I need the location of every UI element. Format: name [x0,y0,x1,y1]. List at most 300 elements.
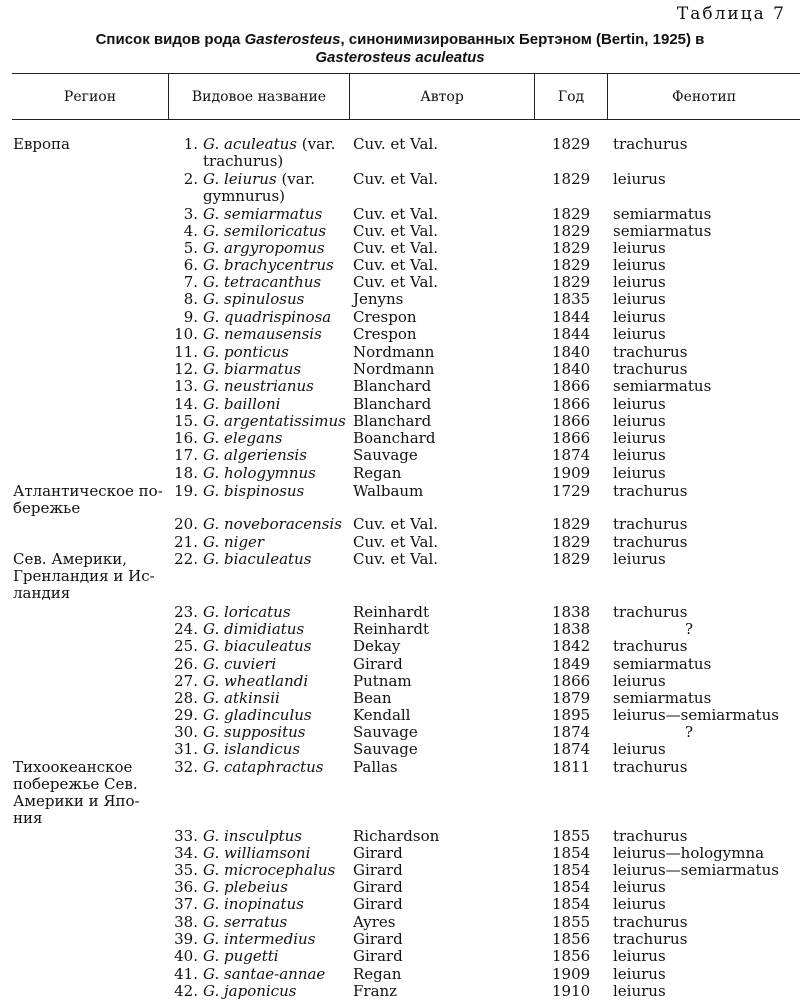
genus-abbrev: G. [203,878,220,896]
year-cell: 1854 [552,844,591,862]
region-label-line: Тихоокеанское [13,758,133,776]
row-number: 36. [174,878,198,896]
species-name [203,206,322,223]
species-epithet: pugetti [224,947,279,965]
species-epithet: cataphractus [224,758,324,776]
species-epithet: semiarmatus [224,205,323,223]
author-cell: Cuv. et Val. [353,170,439,188]
phenotype-cell: trachurus [613,758,688,776]
genus-abbrev: G. [203,930,220,948]
row-number: 18. [174,464,198,482]
phenotype-cell: semiarmatus [613,689,712,707]
phenotype-cell: trachurus [613,930,688,948]
title-line-1 [0,31,800,49]
genus-abbrev: G. [203,429,220,447]
title-text: Список видов рода [95,31,245,48]
table-row [0,326,800,343]
author-cell: Sauvage [353,740,418,758]
genus-abbrev: G. [203,620,220,638]
species-name-continuation: trachurus) [203,152,284,170]
year-cell: 1811 [552,758,591,776]
species-epithet: leiurus [224,170,277,188]
species-name [203,862,335,879]
year-cell: 1909 [552,965,591,983]
row-number: 4. [183,222,198,240]
genus-abbrev: G. [203,913,220,931]
year-cell: 1829 [552,170,591,188]
table-row [0,966,800,983]
region-label-line: Европа [13,135,70,153]
author-cell: Putnam [353,672,412,690]
genus-abbrev: G. [203,446,220,464]
species-name [203,465,316,482]
row-number: 32. [174,758,198,776]
author-cell: Crespon [353,308,417,326]
species-name [203,948,279,965]
column-header-author: Автор [420,89,464,105]
row-number: 19. [174,482,198,500]
row-number: 17. [174,446,198,464]
year-cell: 1909 [552,464,591,482]
species-epithet: biaculeatus [224,637,312,655]
species-name [203,274,321,291]
row-number: 35. [174,861,198,879]
table-row [0,759,800,776]
genus-abbrev: G. [203,412,220,430]
author-cell: Pallas [353,758,398,776]
row-number: 7. [183,273,198,291]
species-epithet: ponticus [224,343,289,361]
author-cell: Cuv. et Val. [353,205,439,223]
year-cell: 1838 [552,620,591,638]
genus-abbrev: G. [203,672,220,690]
year-cell: 1829 [552,135,591,153]
phenotype-cell: leiurus [613,895,666,913]
year-cell: 1866 [552,429,591,447]
author-cell: Richardson [353,827,440,845]
species-epithet: suppositus [224,723,306,741]
author-cell: Jenyns [353,290,404,308]
table-row [0,291,800,308]
author-cell: Nordmann [353,343,435,361]
row-number: 41. [174,965,198,983]
header-bottom-rule [12,119,800,120]
author-cell: Cuv. et Val. [353,135,439,153]
year-cell: 1854 [552,861,591,879]
phenotype-cell: trachurus [613,827,688,845]
author-cell: Reinhardt [353,603,430,621]
species-name [203,413,346,430]
table-row [0,673,800,690]
genus-abbrev: G. [203,360,220,378]
phenotype-cell: leiurus [613,256,666,274]
row-number: 39. [174,930,198,948]
species-name [203,724,305,741]
table-row [0,430,800,447]
year-cell: 1842 [552,637,591,655]
table-row [0,690,800,707]
row-number: 8. [183,290,198,308]
author-cell: Regan [353,464,402,482]
table-row [0,724,800,741]
table-row [0,223,800,240]
phenotype-cell: leiurus [613,395,666,413]
year-cell: 1855 [552,913,591,931]
species-name [203,378,314,395]
phenotype-cell: leiurus—hologymna [613,844,765,862]
table-row [0,621,800,638]
region-label-line: Атлантическое по- [13,482,163,500]
species-name [203,326,322,343]
row-number: 16. [174,429,198,447]
year-cell: 1849 [552,655,591,673]
table-row [0,447,800,464]
species-name [203,914,287,931]
year-cell: 1856 [552,930,591,948]
year-cell: 1866 [552,672,591,690]
table-row [0,948,800,965]
genus-abbrev: G. [203,482,220,500]
table-row [0,551,800,568]
year-cell: 1855 [552,827,591,845]
phenotype-cell: trachurus [613,913,688,931]
genus-abbrev: G. [203,395,220,413]
genus-abbrev: G. [203,740,220,758]
table-top-rule [12,73,800,74]
species-name [203,171,315,188]
row-number: 9. [183,308,198,326]
region-label-line: ландия [13,584,71,602]
species-epithet: neustrianus [224,377,314,395]
row-number: 33. [174,827,198,845]
year-cell: 1840 [552,343,591,361]
table-row [0,136,800,153]
species-epithet: biaculeatus [224,550,312,568]
phenotype-cell: leiurus [613,273,666,291]
table-title [0,31,800,67]
phenotype-cell: semiarmatus [613,377,712,395]
phenotype-cell: leiurus [613,947,666,965]
species-epithet: argyropomus [224,239,325,257]
species-epithet: elegans [224,429,283,447]
title-text-2: , синонимизированных Бертэном (Bertin, 1925) в [340,31,705,48]
year-cell: 1844 [552,308,591,326]
species-variety-note: (var. [276,170,315,188]
species-name [203,257,334,274]
genus-abbrev: G. [203,689,220,707]
phenotype-cell: leiurus—semiarmatus [613,861,779,879]
genus-abbrev: G. [203,290,220,308]
phenotype-cell: trachurus [613,603,688,621]
phenotype-cell: leiurus [613,429,666,447]
year-cell: 1844 [552,325,591,343]
table-row [0,638,800,655]
title-species: Gasterosteus aculeatus [315,49,485,66]
row-number: 12. [174,360,198,378]
table-row [0,845,800,862]
row-number: 25. [174,637,198,655]
genus-abbrev: G. [203,637,220,655]
species-epithet: dimidiatus [224,620,305,638]
species-epithet: insculptus [224,827,303,845]
species-epithet: algeriensis [224,446,307,464]
species-epithet: bispinosus [224,482,305,500]
author-cell: Cuv. et Val. [353,533,439,551]
genus-abbrev: G. [203,758,220,776]
genus-abbrev: G. [203,947,220,965]
table-row [0,171,800,188]
genus-abbrev: G. [203,706,220,724]
species-name [203,896,304,913]
year-cell: 1874 [552,446,591,464]
species-name [203,690,280,707]
species-name [203,931,315,948]
phenotype-cell: leiurus [613,464,666,482]
row-number: 28. [174,689,198,707]
phenotype-cell: leiurus [613,290,666,308]
species-name [203,656,276,673]
author-cell: Girard [353,844,403,862]
species-name [203,516,342,533]
genus-abbrev: G. [203,464,220,482]
phenotype-cell: leiurus [613,325,666,343]
species-name [203,638,311,655]
phenotype-cell: semiarmatus [613,222,712,240]
table-row [0,604,800,621]
row-number: 30. [174,723,198,741]
row-number: 29. [174,706,198,724]
phenotype-cell: leiurus [613,878,666,896]
phenotype-cell: ? [685,620,694,638]
author-cell: Cuv. et Val. [353,515,439,533]
species-name [203,759,323,776]
column-header-phenotype: Фенотип [671,89,737,105]
species-epithet: plebeius [224,878,288,896]
table-number: Таблица 7 [676,4,786,24]
species-name [203,741,300,758]
species-epithet: islandicus [224,740,301,758]
phenotype-cell: leiurus [613,672,666,690]
genus-abbrev: G. [203,222,220,240]
author-cell: Sauvage [353,723,418,741]
species-epithet: williamsoni [224,844,311,862]
year-cell: 1840 [552,360,591,378]
year-cell: 1838 [552,603,591,621]
genus-abbrev: G. [203,982,220,1000]
author-cell: Bean [353,689,392,707]
genus-abbrev: G. [203,239,220,257]
author-cell: Blanchard [353,377,432,395]
table-row [0,206,800,223]
table-row [0,257,800,274]
table-row [0,240,800,257]
table-row [0,983,800,1000]
phenotype-cell: ? [685,723,694,741]
species-epithet: cuvieri [224,655,277,673]
row-number: 38. [174,913,198,931]
row-number: 24. [174,620,198,638]
year-cell: 1829 [552,222,591,240]
genus-abbrev: G. [203,308,220,326]
species-name [203,845,310,862]
phenotype-cell: leiurus [613,446,666,464]
year-cell: 1895 [552,706,591,724]
table-row [0,465,800,482]
species-variety-note: (var. [297,135,336,153]
year-cell: 1866 [552,377,591,395]
author-cell: Girard [353,861,403,879]
author-cell: Walbaum [353,482,424,500]
table-row [0,707,800,724]
species-epithet: tetracanthus [224,273,322,291]
genus-abbrev: G. [203,135,220,153]
year-cell: 1866 [552,395,591,413]
author-cell: Cuv. et Val. [353,273,439,291]
table-row [0,741,800,758]
author-cell: Boanchard [353,429,436,447]
genus-abbrev: G. [203,655,220,673]
table-row [0,309,800,326]
row-number: 13. [174,377,198,395]
author-cell: Cuv. et Val. [353,239,439,257]
species-epithet: intermedius [224,930,316,948]
year-cell: 1829 [552,515,591,533]
species-name [203,447,307,464]
author-cell: Blanchard [353,395,432,413]
table-row [0,828,800,845]
year-cell: 1854 [552,878,591,896]
species-name [203,223,326,240]
author-cell: Reinhardt [353,620,430,638]
row-number: 6. [183,256,198,274]
species-name [203,430,282,447]
author-cell: Nordmann [353,360,435,378]
species-epithet: japonicus [224,982,297,1000]
species-name [203,879,288,896]
row-number: 2. [183,170,198,188]
species-epithet: semiloricatus [224,222,327,240]
row-number: 23. [174,603,198,621]
table-row [0,483,800,500]
phenotype-cell: leiurus [613,740,666,758]
species-name [203,707,312,724]
row-number: 27. [174,672,198,690]
genus-abbrev: G. [203,550,220,568]
table-row [0,914,800,931]
genus-abbrev: G. [203,343,220,361]
genus-abbrev: G. [203,325,220,343]
table-row [0,656,800,673]
species-name [203,483,304,500]
species-name [203,136,335,153]
genus-abbrev: G. [203,256,220,274]
row-number: 42. [174,982,198,1000]
year-cell: 1879 [552,689,591,707]
species-name [203,673,308,690]
author-cell: Girard [353,878,403,896]
year-cell: 1829 [552,256,591,274]
row-number: 14. [174,395,198,413]
table-row [0,879,800,896]
species-epithet: loricatus [224,603,291,621]
species-name [203,551,311,568]
species-name [203,309,331,326]
row-number: 5. [183,239,198,257]
phenotype-cell: trachurus [613,135,688,153]
species-epithet: nemausensis [224,325,322,343]
genus-abbrev: G. [203,533,220,551]
author-cell: Regan [353,965,402,983]
row-number: 26. [174,655,198,673]
species-epithet: niger [224,533,265,551]
row-number: 15. [174,412,198,430]
row-number: 10. [174,325,198,343]
table-row [0,931,800,948]
species-name-continuation: gymnurus) [203,187,286,205]
phenotype-cell: leiurus [613,412,666,430]
region-label-line: Гренландия и Ис- [13,567,155,585]
phenotype-cell: trachurus [613,515,688,533]
species-name [203,240,325,257]
species-epithet: noveboracensis [224,515,342,533]
genus-abbrev: G. [203,603,220,621]
author-cell: Kendall [353,706,411,724]
year-cell: 1829 [552,205,591,223]
row-number: 40. [174,947,198,965]
phenotype-cell: trachurus [613,343,688,361]
row-number: 20. [174,515,198,533]
author-cell: Cuv. et Val. [353,256,439,274]
species-name [203,291,304,308]
phenotype-cell: trachurus [613,533,688,551]
species-name [203,344,289,361]
author-cell: Cuv. et Val. [353,550,439,568]
author-cell: Blanchard [353,412,432,430]
genus-abbrev: G. [203,861,220,879]
author-cell: Franz [353,982,398,1000]
species-epithet: bailloni [224,395,281,413]
year-cell: 1856 [552,947,591,965]
row-number: 11. [174,343,198,361]
title-line-2 [0,49,800,67]
genus-abbrev: G. [203,723,220,741]
species-epithet: biarmatus [224,360,302,378]
region-label-line: бережье [13,499,81,517]
author-cell: Crespon [353,325,417,343]
year-cell: 1874 [552,723,591,741]
year-cell: 1829 [552,533,591,551]
row-number: 31. [174,740,198,758]
species-epithet: inopinatus [224,895,304,913]
region-label-line: Америки и Япо- [13,792,140,810]
table-row [0,862,800,879]
genus-abbrev: G. [203,273,220,291]
author-cell: Girard [353,930,403,948]
table-row [0,396,800,413]
species-epithet: aculeatus [224,135,298,153]
table-row [0,344,800,361]
row-number: 22. [174,550,198,568]
region-label-line: Сев. Америки, [13,550,127,568]
year-cell: 1829 [552,239,591,257]
year-cell: 1829 [552,550,591,568]
genus-abbrev: G. [203,965,220,983]
species-epithet: quadrispinosa [224,308,332,326]
table-row [0,413,800,430]
genus-abbrev: G. [203,844,220,862]
species-name [203,828,302,845]
species-name [203,361,301,378]
